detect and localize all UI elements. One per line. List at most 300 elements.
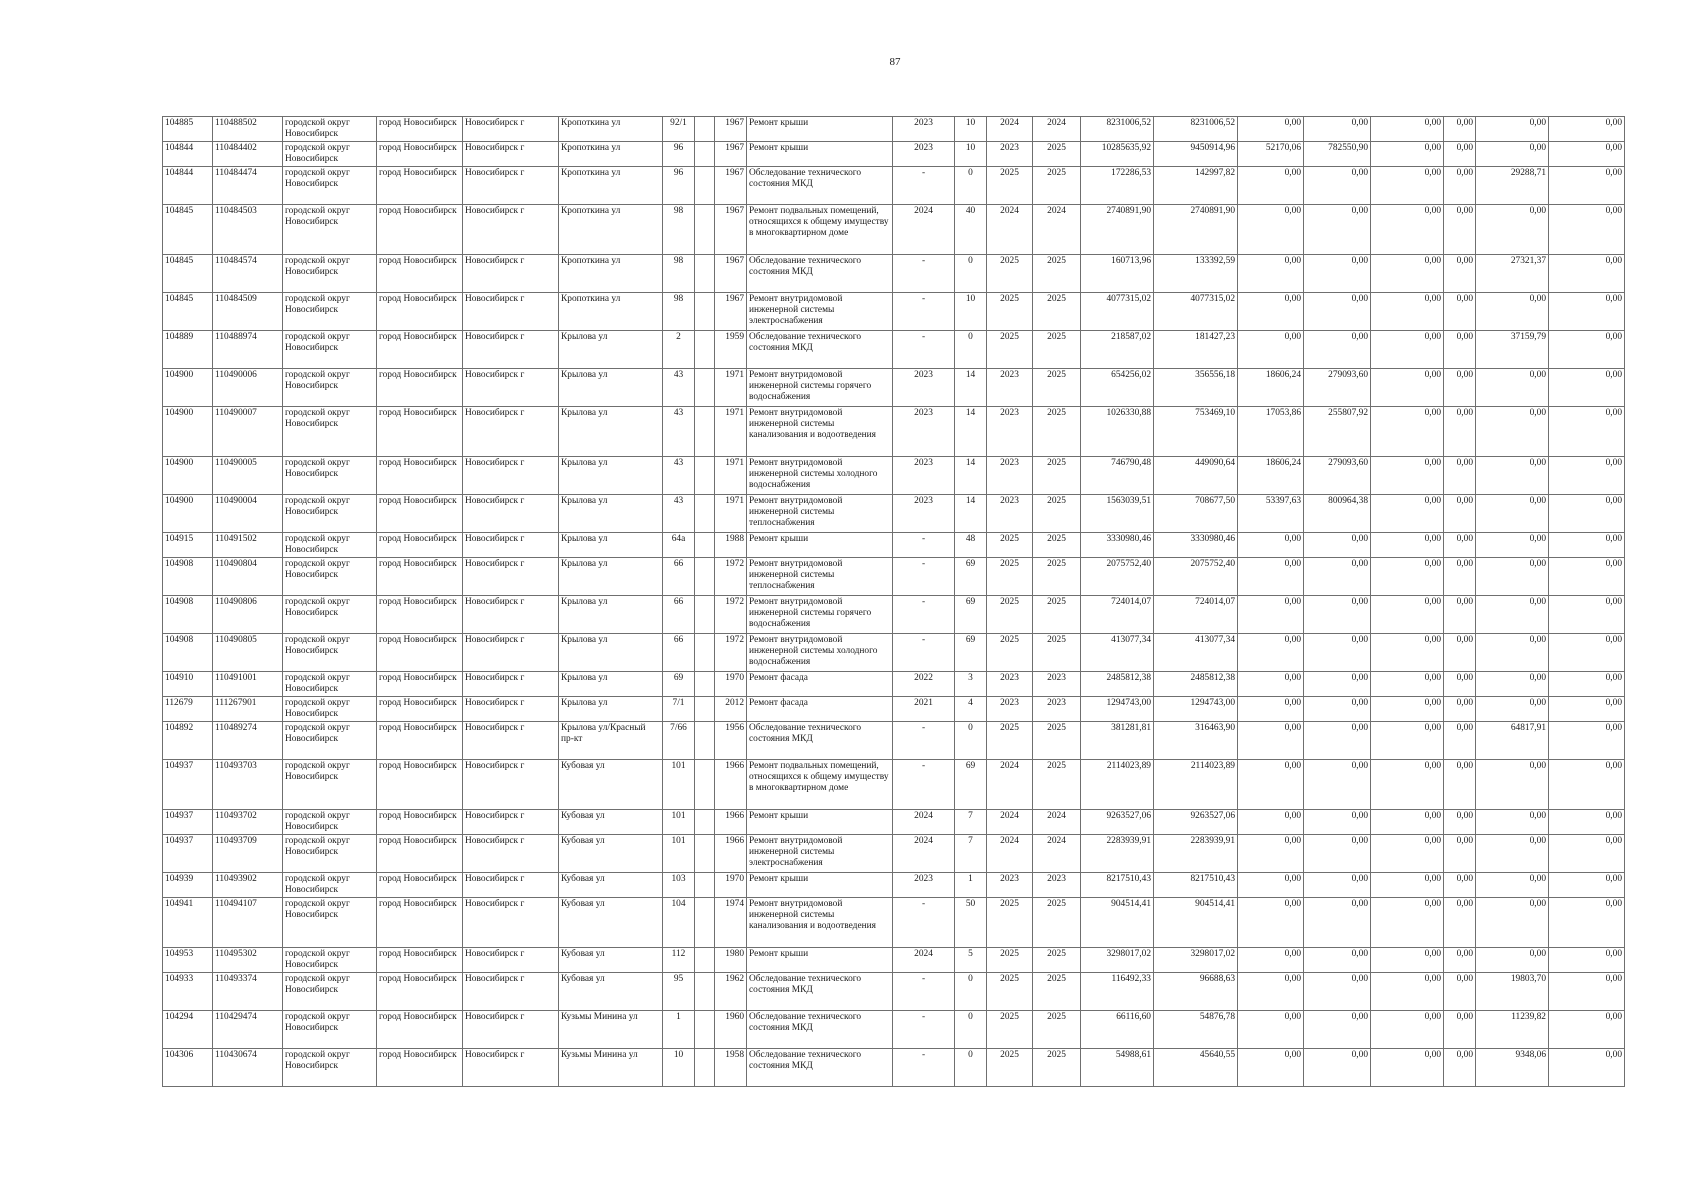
cell-local-funds: 0,00 [1444, 672, 1476, 697]
cell-other-funds: 37159,79 [1476, 331, 1549, 369]
cell-reserve-funds: 0,00 [1549, 369, 1625, 407]
cell-work-id: 110484574 [213, 255, 283, 293]
cell-work-type: Ремонт фасада [747, 697, 893, 722]
cell-locality: Новосибирск г [463, 672, 559, 697]
cell-planned-year-from: 2024 [987, 760, 1033, 810]
cell-other-funds: 11239,82 [1476, 1011, 1549, 1049]
cell-building-letter [695, 457, 715, 495]
cell-owners-funds: 0,00 [1238, 835, 1304, 873]
cell-planned-year-from: 2023 [987, 873, 1033, 898]
cell-work-id: 110493709 [213, 835, 283, 873]
cell-object-id: 104889 [163, 331, 213, 369]
cell-building-letter [695, 117, 715, 142]
cell-fund-cost: 2283939,91 [1154, 835, 1238, 873]
cell-planned-year-from: 2025 [987, 722, 1033, 760]
cell-locality: Новосибирск г [463, 457, 559, 495]
cell-planned-year-from: 2025 [987, 533, 1033, 558]
cell-work-id: 110490805 [213, 634, 283, 672]
cell-work-type: Обследование технического состояния МКД [747, 255, 893, 293]
cell-owners-funds: 0,00 [1238, 697, 1304, 722]
cell-total-cost: 3298017,02 [1081, 948, 1154, 973]
cell-local-funds: 0,00 [1444, 835, 1476, 873]
cell-planned-year-to: 2025 [1033, 293, 1081, 331]
cell-fund-cost: 2485812,38 [1154, 672, 1238, 697]
cell-object-id: 104937 [163, 810, 213, 835]
cell-building-letter [695, 948, 715, 973]
cell-street: Кубовая ул [559, 760, 663, 810]
cell-budget-funds: 0,00 [1304, 1049, 1371, 1087]
cell-total-cost: 8231006,52 [1081, 117, 1154, 142]
cell-planned-year-from: 2023 [987, 697, 1033, 722]
cell-locality: Новосибирск г [463, 293, 559, 331]
table-row [163, 331, 1625, 369]
cell-work-type: Ремонт внутридомовой инженерной системы холодного водоснабжения [747, 634, 893, 672]
cell-planned-year-from: 2025 [987, 634, 1033, 672]
cell-year-built: 1971 [715, 495, 747, 533]
cell-budget-funds: 0,00 [1304, 898, 1371, 948]
cell-work-type: Ремонт крыши [747, 810, 893, 835]
cell-budget-funds: 0,00 [1304, 167, 1371, 205]
cell-building-letter [695, 407, 715, 457]
cell-year-built: 1966 [715, 810, 747, 835]
cell-object-id: 104910 [163, 672, 213, 697]
cell-total-cost: 10285635,92 [1081, 142, 1154, 167]
cell-locality: Новосибирск г [463, 255, 559, 293]
cell-fund-cost: 753469,10 [1154, 407, 1238, 457]
cell-owners-funds: 0,00 [1238, 255, 1304, 293]
cell-settlement: город Новосибирск [377, 457, 463, 495]
cell-wear-percent: 4 [955, 697, 987, 722]
cell-work-id: 110484474 [213, 167, 283, 205]
cell-fund-cost: 8231006,52 [1154, 117, 1238, 142]
cell-regional-funds: 0,00 [1371, 1049, 1444, 1087]
cell-total-cost: 2283939,91 [1081, 835, 1154, 873]
cell-municipality: городской округ Новосибирск [283, 457, 377, 495]
cell-municipality: городской округ Новосибирск [283, 1011, 377, 1049]
table-row [163, 533, 1625, 558]
cell-other-funds: 0,00 [1476, 898, 1549, 948]
cell-object-id: 104953 [163, 948, 213, 973]
cell-locality: Новосибирск г [463, 369, 559, 407]
cell-object-id: 104892 [163, 722, 213, 760]
cell-total-cost: 9263527,06 [1081, 810, 1154, 835]
cell-year-built: 1980 [715, 948, 747, 973]
cell-building-letter [695, 1011, 715, 1049]
cell-wear-percent: 0 [955, 722, 987, 760]
cell-survey-year: - [893, 533, 955, 558]
cell-fund-cost: 181427,23 [1154, 331, 1238, 369]
cell-street: Кубовая ул [559, 873, 663, 898]
cell-work-type: Ремонт внутридомовой инженерной системы холодного водоснабжения [747, 457, 893, 495]
cell-total-cost: 8217510,43 [1081, 873, 1154, 898]
cell-budget-funds: 0,00 [1304, 205, 1371, 255]
cell-regional-funds: 0,00 [1371, 457, 1444, 495]
cell-survey-year: 2021 [893, 697, 955, 722]
cell-other-funds: 0,00 [1476, 697, 1549, 722]
cell-fund-cost: 413077,34 [1154, 634, 1238, 672]
cell-planned-year-from: 2023 [987, 142, 1033, 167]
cell-object-id: 112679 [163, 697, 213, 722]
cell-local-funds: 0,00 [1444, 898, 1476, 948]
cell-house-number: 98 [663, 255, 695, 293]
cell-planned-year-to: 2025 [1033, 255, 1081, 293]
cell-building-letter [695, 835, 715, 873]
cell-total-cost: 2485812,38 [1081, 672, 1154, 697]
cell-planned-year-from: 2024 [987, 810, 1033, 835]
cell-object-id: 104941 [163, 898, 213, 948]
cell-local-funds: 0,00 [1444, 722, 1476, 760]
cell-wear-percent: 14 [955, 457, 987, 495]
cell-house-number: 69 [663, 672, 695, 697]
cell-work-id: 110491502 [213, 533, 283, 558]
cell-planned-year-to: 2025 [1033, 533, 1081, 558]
cell-survey-year: 2024 [893, 835, 955, 873]
cell-reserve-funds: 0,00 [1549, 495, 1625, 533]
cell-owners-funds: 18606,24 [1238, 457, 1304, 495]
cell-regional-funds: 0,00 [1371, 898, 1444, 948]
cell-locality: Новосибирск г [463, 205, 559, 255]
cell-street: Кузьмы Минина ул [559, 1049, 663, 1087]
cell-locality: Новосибирск г [463, 697, 559, 722]
cell-work-type: Обследование технического состояния МКД [747, 973, 893, 1011]
cell-settlement: город Новосибирск [377, 672, 463, 697]
cell-budget-funds: 0,00 [1304, 533, 1371, 558]
cell-regional-funds: 0,00 [1371, 369, 1444, 407]
cell-building-letter [695, 495, 715, 533]
cell-building-letter [695, 760, 715, 810]
cell-owners-funds: 0,00 [1238, 558, 1304, 596]
cell-regional-funds: 0,00 [1371, 205, 1444, 255]
cell-work-id: 110489274 [213, 722, 283, 760]
cell-local-funds: 0,00 [1444, 948, 1476, 973]
cell-municipality: городской округ Новосибирск [283, 672, 377, 697]
cell-regional-funds: 0,00 [1371, 810, 1444, 835]
cell-object-id: 104844 [163, 142, 213, 167]
cell-planned-year-from: 2025 [987, 167, 1033, 205]
cell-work-type: Ремонт внутридомовой инженерной системы горячего водоснабжения [747, 369, 893, 407]
cell-planned-year-from: 2025 [987, 898, 1033, 948]
cell-reserve-funds: 0,00 [1549, 255, 1625, 293]
cell-year-built: 1967 [715, 255, 747, 293]
cell-work-type: Ремонт внутридомовой инженерной системы теплоснабжения [747, 495, 893, 533]
table-row [163, 810, 1625, 835]
cell-survey-year: 2023 [893, 407, 955, 457]
cell-total-cost: 2075752,40 [1081, 558, 1154, 596]
cell-reserve-funds: 0,00 [1549, 760, 1625, 810]
cell-owners-funds: 0,00 [1238, 205, 1304, 255]
cell-building-letter [695, 533, 715, 558]
cell-survey-year: - [893, 1011, 955, 1049]
cell-street: Кубовая ул [559, 835, 663, 873]
cell-total-cost: 2740891,90 [1081, 205, 1154, 255]
cell-municipality: городской округ Новосибирск [283, 697, 377, 722]
cell-total-cost: 724014,07 [1081, 596, 1154, 634]
cell-reserve-funds: 0,00 [1549, 672, 1625, 697]
cell-municipality: городской округ Новосибирск [283, 898, 377, 948]
cell-budget-funds: 279093,60 [1304, 369, 1371, 407]
cell-work-id: 110484402 [213, 142, 283, 167]
cell-total-cost: 66116,60 [1081, 1011, 1154, 1049]
cell-settlement: город Новосибирск [377, 1049, 463, 1087]
cell-owners-funds: 0,00 [1238, 672, 1304, 697]
cell-fund-cost: 724014,07 [1154, 596, 1238, 634]
cell-planned-year-from: 2024 [987, 117, 1033, 142]
cell-planned-year-to: 2025 [1033, 634, 1081, 672]
cell-settlement: город Новосибирск [377, 596, 463, 634]
cell-house-number: 112 [663, 948, 695, 973]
cell-object-id: 104306 [163, 1049, 213, 1087]
cell-street: Крылова ул [559, 495, 663, 533]
cell-work-id: 110484509 [213, 293, 283, 331]
cell-total-cost: 904514,41 [1081, 898, 1154, 948]
cell-fund-cost: 133392,59 [1154, 255, 1238, 293]
cell-year-built: 1971 [715, 369, 747, 407]
cell-building-letter [695, 369, 715, 407]
cell-budget-funds: 0,00 [1304, 672, 1371, 697]
cell-regional-funds: 0,00 [1371, 873, 1444, 898]
cell-reserve-funds: 0,00 [1549, 596, 1625, 634]
cell-total-cost: 4077315,02 [1081, 293, 1154, 331]
cell-house-number: 98 [663, 205, 695, 255]
cell-planned-year-from: 2023 [987, 369, 1033, 407]
cell-municipality: городской округ Новосибирск [283, 293, 377, 331]
cell-total-cost: 746790,48 [1081, 457, 1154, 495]
cell-wear-percent: 69 [955, 634, 987, 672]
cell-total-cost: 381281,81 [1081, 722, 1154, 760]
cell-planned-year-to: 2025 [1033, 948, 1081, 973]
cell-settlement: город Новосибирск [377, 973, 463, 1011]
cell-budget-funds: 279093,60 [1304, 457, 1371, 495]
cell-survey-year: - [893, 760, 955, 810]
cell-regional-funds: 0,00 [1371, 1011, 1444, 1049]
cell-house-number: 7/66 [663, 722, 695, 760]
cell-regional-funds: 0,00 [1371, 255, 1444, 293]
cell-street: Крылова ул [559, 457, 663, 495]
cell-house-number: 66 [663, 558, 695, 596]
cell-other-funds: 0,00 [1476, 457, 1549, 495]
cell-reserve-funds: 0,00 [1549, 722, 1625, 760]
cell-budget-funds: 0,00 [1304, 331, 1371, 369]
cell-owners-funds: 0,00 [1238, 810, 1304, 835]
cell-object-id: 104933 [163, 973, 213, 1011]
cell-locality: Новосибирск г [463, 873, 559, 898]
cell-year-built: 1967 [715, 293, 747, 331]
cell-other-funds: 0,00 [1476, 810, 1549, 835]
cell-wear-percent: 69 [955, 558, 987, 596]
cell-planned-year-from: 2025 [987, 255, 1033, 293]
cell-year-built: 1966 [715, 760, 747, 810]
cell-reserve-funds: 0,00 [1549, 293, 1625, 331]
cell-local-funds: 0,00 [1444, 596, 1476, 634]
cell-municipality: городской округ Новосибирск [283, 948, 377, 973]
cell-building-letter [695, 722, 715, 760]
cell-other-funds: 0,00 [1476, 948, 1549, 973]
cell-fund-cost: 356556,18 [1154, 369, 1238, 407]
cell-reserve-funds: 0,00 [1549, 142, 1625, 167]
cell-owners-funds: 0,00 [1238, 117, 1304, 142]
table-row [163, 142, 1625, 167]
cell-work-type: Ремонт фасада [747, 672, 893, 697]
cell-owners-funds: 17053,86 [1238, 407, 1304, 457]
table-row [163, 722, 1625, 760]
cell-local-funds: 0,00 [1444, 457, 1476, 495]
cell-street: Крылова ул [559, 596, 663, 634]
cell-wear-percent: 48 [955, 533, 987, 558]
cell-work-id: 110495302 [213, 948, 283, 973]
cell-wear-percent: 10 [955, 142, 987, 167]
cell-municipality: городской округ Новосибирск [283, 760, 377, 810]
cell-object-id: 104845 [163, 205, 213, 255]
cell-reserve-funds: 0,00 [1549, 973, 1625, 1011]
cell-local-funds: 0,00 [1444, 293, 1476, 331]
cell-other-funds: 0,00 [1476, 558, 1549, 596]
cell-reserve-funds: 0,00 [1549, 1049, 1625, 1087]
cell-street: Кропоткина ул [559, 167, 663, 205]
cell-street: Крылова ул [559, 558, 663, 596]
cell-wear-percent: 50 [955, 898, 987, 948]
cell-owners-funds: 18606,24 [1238, 369, 1304, 407]
table-row [163, 873, 1625, 898]
cell-year-built: 1971 [715, 407, 747, 457]
cell-reserve-funds: 0,00 [1549, 810, 1625, 835]
cell-municipality: городской округ Новосибирск [283, 558, 377, 596]
cell-planned-year-from: 2023 [987, 457, 1033, 495]
cell-municipality: городской округ Новосибирск [283, 973, 377, 1011]
cell-budget-funds: 0,00 [1304, 697, 1371, 722]
cell-budget-funds: 0,00 [1304, 117, 1371, 142]
cell-planned-year-to: 2023 [1033, 873, 1081, 898]
cell-other-funds: 0,00 [1476, 533, 1549, 558]
cell-owners-funds: 0,00 [1238, 1049, 1304, 1087]
cell-wear-percent: 0 [955, 1049, 987, 1087]
cell-survey-year: - [893, 255, 955, 293]
cell-year-built: 1966 [715, 835, 747, 873]
cell-local-funds: 0,00 [1444, 697, 1476, 722]
cell-work-type: Ремонт крыши [747, 533, 893, 558]
cell-planned-year-from: 2023 [987, 407, 1033, 457]
cell-settlement: город Новосибирск [377, 117, 463, 142]
cell-year-built: 1971 [715, 457, 747, 495]
cell-survey-year: - [893, 558, 955, 596]
cell-survey-year: - [893, 1049, 955, 1087]
cell-planned-year-to: 2025 [1033, 596, 1081, 634]
cell-reserve-funds: 0,00 [1549, 1011, 1625, 1049]
cell-settlement: город Новосибирск [377, 331, 463, 369]
cell-work-type: Обследование технического состояния МКД [747, 1049, 893, 1087]
cell-reserve-funds: 0,00 [1549, 948, 1625, 973]
cell-fund-cost: 4077315,02 [1154, 293, 1238, 331]
cell-building-letter [695, 255, 715, 293]
cell-settlement: город Новосибирск [377, 810, 463, 835]
cell-street: Кропоткина ул [559, 255, 663, 293]
cell-year-built: 1967 [715, 142, 747, 167]
cell-year-built: 1970 [715, 873, 747, 898]
cell-regional-funds: 0,00 [1371, 495, 1444, 533]
cell-local-funds: 0,00 [1444, 533, 1476, 558]
cell-local-funds: 0,00 [1444, 973, 1476, 1011]
cell-survey-year: 2023 [893, 457, 955, 495]
cell-settlement: город Новосибирск [377, 948, 463, 973]
cell-street: Крылова ул [559, 407, 663, 457]
cell-planned-year-to: 2025 [1033, 898, 1081, 948]
cell-fund-cost: 96688,63 [1154, 973, 1238, 1011]
cell-municipality: городской округ Новосибирск [283, 407, 377, 457]
cell-wear-percent: 0 [955, 255, 987, 293]
cell-survey-year: - [893, 596, 955, 634]
cell-work-id: 110484503 [213, 205, 283, 255]
cell-municipality: городской округ Новосибирск [283, 167, 377, 205]
cell-planned-year-from: 2025 [987, 948, 1033, 973]
cell-other-funds: 0,00 [1476, 672, 1549, 697]
cell-object-id: 104900 [163, 369, 213, 407]
cell-wear-percent: 1 [955, 873, 987, 898]
cell-street: Кропоткина ул [559, 142, 663, 167]
cell-street: Кубовая ул [559, 973, 663, 1011]
cell-house-number: 103 [663, 873, 695, 898]
table-row [163, 948, 1625, 973]
cell-year-built: 1967 [715, 117, 747, 142]
cell-object-id: 104937 [163, 760, 213, 810]
cell-street: Кубовая ул [559, 948, 663, 973]
cell-regional-funds: 0,00 [1371, 167, 1444, 205]
cell-budget-funds: 0,00 [1304, 760, 1371, 810]
cell-reserve-funds: 0,00 [1549, 457, 1625, 495]
table-row [163, 255, 1625, 293]
cell-house-number: 101 [663, 835, 695, 873]
cell-building-letter [695, 167, 715, 205]
cell-municipality: городской округ Новосибирск [283, 1049, 377, 1087]
cell-locality: Новосибирск г [463, 973, 559, 1011]
cell-regional-funds: 0,00 [1371, 533, 1444, 558]
cell-work-type: Обследование технического состояния МКД [747, 1011, 893, 1049]
cell-building-letter [695, 873, 715, 898]
table-row [163, 835, 1625, 873]
registry-table [162, 116, 1625, 1087]
cell-planned-year-to: 2025 [1033, 1049, 1081, 1087]
table-row [163, 1049, 1625, 1087]
cell-reserve-funds: 0,00 [1549, 117, 1625, 142]
cell-municipality: городской округ Новосибирск [283, 533, 377, 558]
cell-year-built: 1974 [715, 898, 747, 948]
cell-house-number: 96 [663, 142, 695, 167]
cell-locality: Новосибирск г [463, 596, 559, 634]
cell-house-number: 43 [663, 369, 695, 407]
cell-reserve-funds: 0,00 [1549, 873, 1625, 898]
cell-work-type: Обследование технического состояния МКД [747, 331, 893, 369]
cell-planned-year-to: 2025 [1033, 495, 1081, 533]
cell-municipality: городской округ Новосибирск [283, 331, 377, 369]
cell-object-id: 104908 [163, 558, 213, 596]
cell-wear-percent: 5 [955, 948, 987, 973]
cell-house-number: 98 [663, 293, 695, 331]
cell-building-letter [695, 973, 715, 1011]
cell-total-cost: 413077,34 [1081, 634, 1154, 672]
cell-settlement: город Новосибирск [377, 760, 463, 810]
cell-street: Кубовая ул [559, 898, 663, 948]
cell-survey-year: 2023 [893, 873, 955, 898]
cell-owners-funds: 0,00 [1238, 973, 1304, 1011]
cell-wear-percent: 7 [955, 835, 987, 873]
table-row [163, 596, 1625, 634]
cell-planned-year-to: 2024 [1033, 205, 1081, 255]
table-row [163, 697, 1625, 722]
cell-survey-year: - [893, 898, 955, 948]
cell-other-funds: 0,00 [1476, 117, 1549, 142]
cell-work-type: Ремонт внутридомовой инженерной системы канализования и водоотведения [747, 407, 893, 457]
cell-total-cost: 1294743,00 [1081, 697, 1154, 722]
cell-budget-funds: 0,00 [1304, 293, 1371, 331]
cell-house-number: 66 [663, 596, 695, 634]
